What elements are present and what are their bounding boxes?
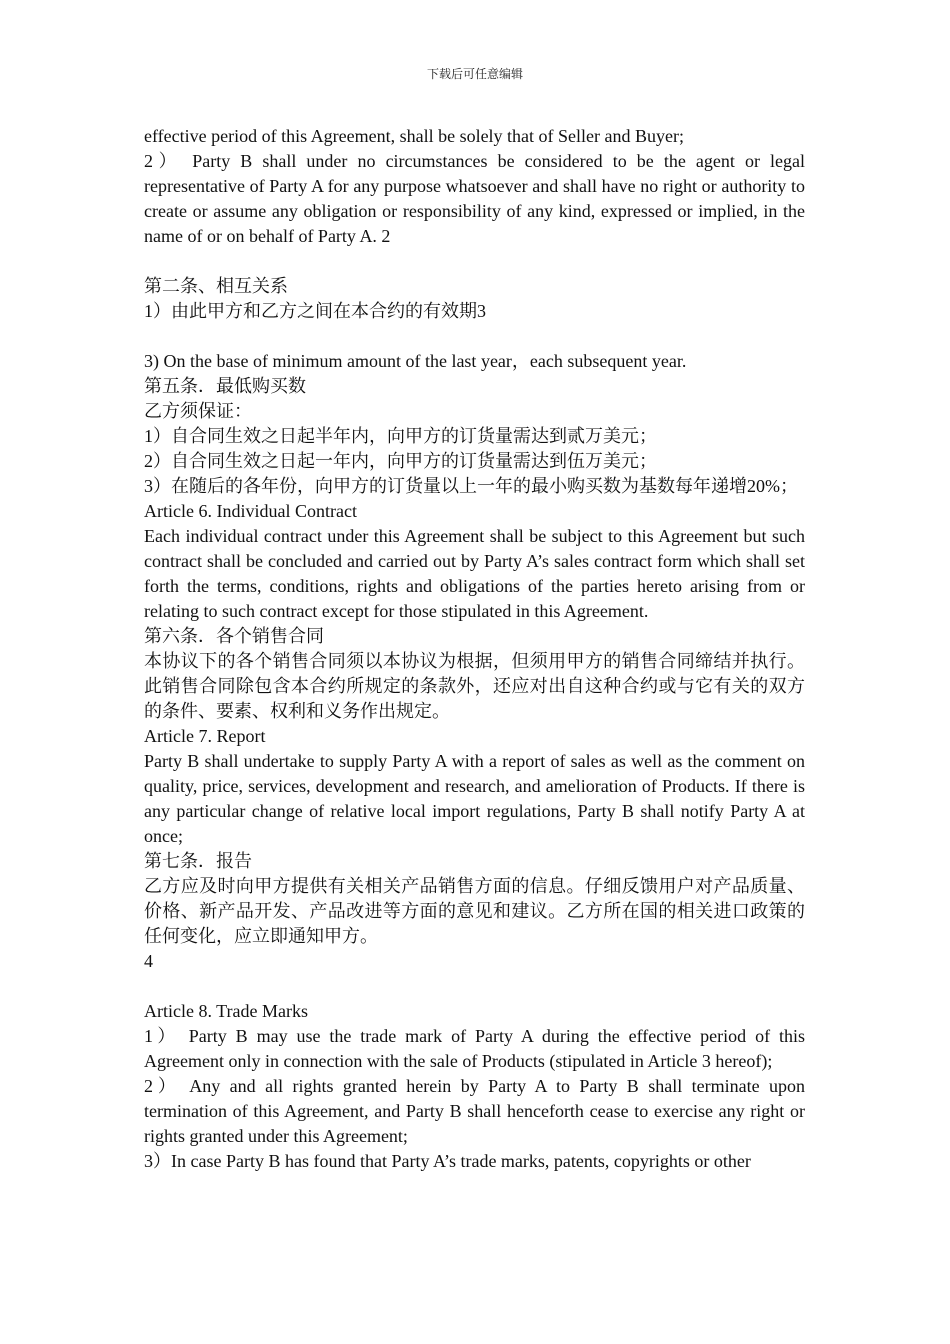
paragraph: 乙方须保证： (144, 401, 252, 421)
paragraph: 2） Party B shall under no circumstances be considered to be the agent or legal representative of Party A for any purpose whatsoever and shall have no right or authority to create or assume any obligation or responsibility of any kind, expressed or implied, in the name of or on behalf of Party A. 2 (144, 151, 805, 246)
blank-line (144, 249, 805, 274)
paragraph: 3) On the base of minimum amount of the last year，each subsequent year. (144, 351, 687, 371)
page-marker: 4 (144, 951, 153, 971)
paragraph: 本协议下的各个销售合同须以本协议为根据，但须用甲方的销售合同缔结并执行。此销售合同除包含本合约所规定的条款外，还应对出自这种合约或与它有关的双方的条件、要素、权利和义务作出规定。 (144, 651, 805, 721)
section-heading: 第五条．最低购买数 (144, 376, 306, 396)
blank-line (144, 974, 805, 999)
paragraph: 3）In case Party B has found that Party A’s trade marks, patents, copyrights or other (144, 1151, 751, 1171)
section-heading: Article 8. Trade Marks (144, 1001, 308, 1021)
paragraph: 2） Any and all rights granted herein by Party A to Party B shall terminate upon termination of this Agreement, and Party B shall henceforth cease to exercise any right or rights granted under this Agreement; (144, 1076, 805, 1146)
blank-line (144, 324, 805, 349)
paragraph: 3）在随后的各年份，向甲方的订货量以上一年的最小购买数为基数每年递增20%； (144, 476, 798, 496)
section-heading: 第七条．报告 (144, 851, 252, 871)
paragraph: 1）自合同生效之日起半年内，向甲方的订货量需达到贰万美元； (144, 426, 657, 446)
section-heading: Article 7. Report (144, 726, 266, 746)
paragraph: 乙方应及时向甲方提供有关相关产品销售方面的信息。仔细反馈用户对产品质量、价格、新产品开发、产品改进等方面的意见和建议。乙方所在国的相关进口政策的任何变化，应立即通知甲方。 (144, 876, 805, 946)
paragraph: 1） Party B may use the trade mark of Party A during the effective period of this Agreement only in connection with the sale of Products (stipulated in Article 3 hereof); (144, 1026, 805, 1071)
section-heading: 第六条．各个销售合同 (144, 626, 324, 646)
document-body (144, 124, 805, 1174)
section-heading: Article 6. Individual Contract (144, 501, 357, 521)
page-header: 下载后可任意编辑 (426, 67, 523, 81)
paragraph: 2）自合同生效之日起一年内，向甲方的订货量需达到伍万美元； (144, 451, 657, 471)
section-heading: 第二条、相互关系 (144, 276, 288, 296)
paragraph: 1）由此甲方和乙方之间在本合约的有效期3 (144, 301, 486, 321)
paragraph: effective period of this Agreement, shall be solely that of Seller and Buyer; (144, 126, 685, 146)
paragraph: Party B shall undertake to supply Party A with a report of sales as well as the comment on quality, price, services, development and research, and amelioration of Products. If there is any particular change of relative local import regulations, Party B shall notify Party A at once; (144, 751, 805, 846)
paragraph: Each individual contract under this Agreement shall be subject to this Agreement but such contract shall be concluded and carried out by Party A’s sales contract form which shall set forth the terms, conditions, rights and obligations of the parties hereto arising from or relating to such contract except for those stipulated in this Agreement. (144, 526, 805, 621)
